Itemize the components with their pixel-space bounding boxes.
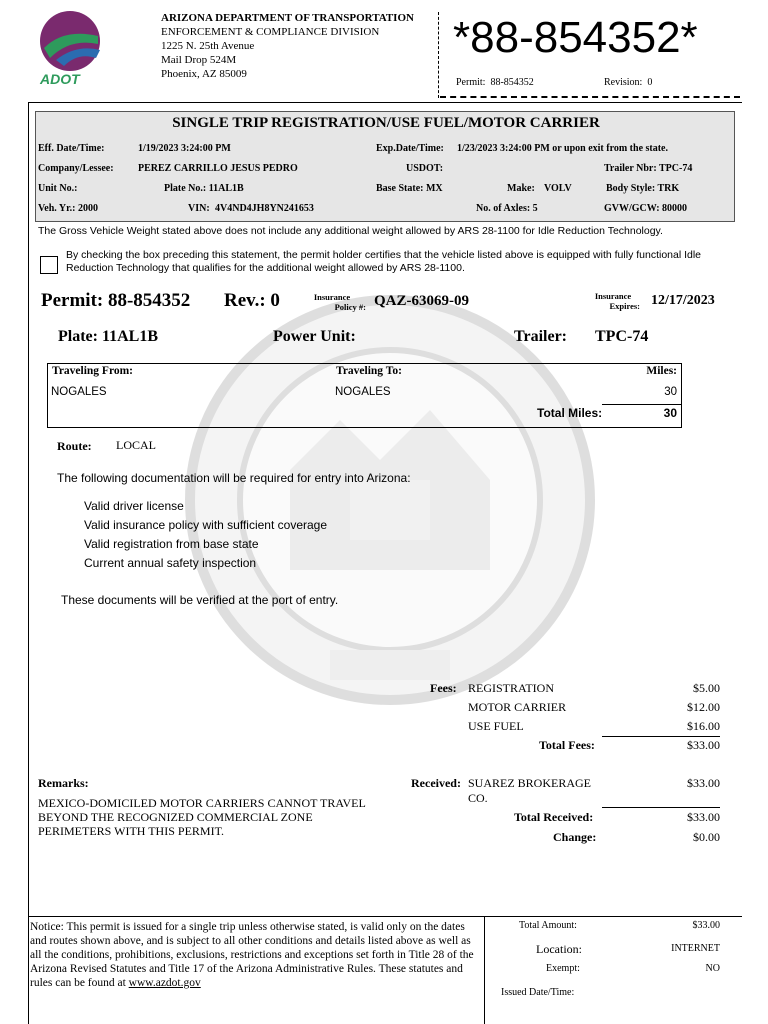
issued-datetime-label: Issued Date/Time: bbox=[501, 987, 575, 998]
exp-date-label: Exp.Date/Time: bbox=[376, 143, 444, 154]
eff-date-value: 1/19/2023 3:24:00 PM bbox=[138, 143, 231, 154]
insurance-policy-label bbox=[298, 292, 366, 312]
notice-divider bbox=[28, 916, 742, 917]
vehicle-year: Veh. Yr.: 2000 bbox=[38, 203, 99, 214]
total-received-value: $33.00 bbox=[687, 810, 720, 824]
received-from-line-1: SUAREZ BROKERAGE bbox=[468, 776, 592, 790]
remarks-text: MEXICO-DOMICILED MOTOR CARRIERS CANNOT TRAVEL BEYOND THE RECOGNIZED COMMERCIAL ZONE PERIMETERS WITH THIS PERMIT. bbox=[38, 796, 366, 838]
traveling-from-label: Traveling From: bbox=[52, 365, 134, 377]
exp-date-value: 1/23/2023 3:24:00 PM or upon exit from the state. bbox=[457, 143, 668, 154]
header-revision-label: Revision: bbox=[604, 77, 643, 88]
permit-number: Permit: 88-854352 bbox=[41, 290, 191, 311]
total-fees-value: $33.00 bbox=[687, 738, 720, 752]
plate-heading: Plate: 11AL1B bbox=[58, 328, 158, 345]
insurance-expires-value: 12/17/2023 bbox=[651, 293, 715, 308]
power-unit-label: Power Unit: bbox=[273, 328, 356, 345]
agency-name: ARIZONA DEPARTMENT OF TRANSPORTATION bbox=[161, 12, 414, 24]
base-state: Base State: MX bbox=[376, 183, 443, 194]
notice-summary-divider bbox=[484, 916, 485, 1024]
received-label: Received: bbox=[411, 776, 461, 790]
idle-reduction-checkbox[interactable] bbox=[40, 256, 58, 274]
insurance-expires-label-1: Insurance bbox=[594, 291, 632, 301]
location-label: Location: bbox=[536, 942, 582, 956]
location-value: INTERNET bbox=[671, 943, 720, 954]
insurance-policy-label-2: Policy #: bbox=[334, 302, 366, 312]
received-from-line-2: CO. bbox=[468, 791, 488, 805]
traveling-to-value: NOGALES bbox=[335, 386, 391, 398]
total-fees-label: Total Fees: bbox=[539, 738, 595, 752]
header-permit-value: 88-854352 bbox=[490, 77, 534, 88]
insurance-policy-value: QAZ-63069-09 bbox=[374, 293, 469, 309]
documentation-intro: The following documentation will be required for entry into Arizona: bbox=[57, 471, 411, 485]
gvw-disclaimer: The Gross Vehicle Weight stated above does not include any additional weight allowed by ARS 28-1100 for Idle Reduction Technology. bbox=[38, 225, 663, 237]
revision-number: Rev.: 0 bbox=[224, 290, 280, 311]
remarks-label: Remarks: bbox=[38, 776, 89, 790]
total-miles-label: Total Miles: bbox=[537, 406, 603, 420]
traveling-from-value: NOGALES bbox=[51, 386, 107, 398]
adot-logo-text: ADOT bbox=[40, 71, 80, 87]
header-bottom-divider bbox=[440, 96, 740, 98]
traveling-to-label: Traveling To: bbox=[336, 365, 402, 377]
fee-item-amount: $16.00 bbox=[687, 719, 720, 733]
trailer-label: Trailer: bbox=[514, 328, 568, 345]
agency-address-block bbox=[161, 11, 414, 81]
vin-value: 4V4ND4JH8YN241653 bbox=[215, 203, 314, 214]
azdot-link[interactable]: www.azdot.gov bbox=[128, 977, 201, 989]
unit-no-label: Unit No.: bbox=[38, 183, 78, 194]
insurance-policy-label-1: Insurance bbox=[313, 292, 351, 302]
make-value: VOLV bbox=[544, 183, 572, 194]
address-line-1: 1225 N. 25th Avenue bbox=[161, 40, 255, 52]
body-style: Body Style: TRK bbox=[606, 183, 680, 194]
total-amount-label: Total Amount: bbox=[519, 920, 577, 931]
doc-item: Valid registration from base state bbox=[84, 537, 259, 551]
received-amount: $33.00 bbox=[687, 776, 720, 790]
route-label: Route: bbox=[57, 439, 92, 453]
permit-notice bbox=[30, 920, 482, 990]
trailer-number: Trailer Nbr: TPC-74 bbox=[604, 163, 693, 174]
header-permit bbox=[456, 77, 534, 88]
total-miles-value: 30 bbox=[663, 406, 677, 420]
documents-verified-note: These documents will be verified at the port of entry. bbox=[61, 593, 339, 607]
address-line-3: Phoenix, AZ 85009 bbox=[161, 68, 247, 80]
fee-item-amount: $5.00 bbox=[693, 681, 720, 695]
axle-count: No. of Axles: 5 bbox=[476, 203, 538, 214]
header-permit-label: Permit: bbox=[456, 77, 486, 88]
doc-item: Valid insurance policy with sufficient coverage bbox=[84, 518, 328, 532]
change-value: $0.00 bbox=[693, 830, 720, 844]
route-value: LOCAL bbox=[116, 438, 156, 452]
vin-label: VIN: bbox=[188, 203, 210, 214]
fee-item-amount: $12.00 bbox=[687, 700, 720, 714]
received-total-divider bbox=[602, 807, 720, 808]
exempt-label: Exempt: bbox=[546, 963, 580, 974]
total-received-label: Total Received: bbox=[514, 810, 594, 824]
trailer-value: TPC-74 bbox=[595, 328, 649, 345]
exempt-value: NO bbox=[705, 963, 720, 974]
doc-item: Current annual safety inspection bbox=[84, 556, 257, 570]
company-value: PEREZ CARRILLO JESUS PEDRO bbox=[138, 163, 298, 174]
division-name: ENFORCEMENT & COMPLIANCE DIVISION bbox=[161, 26, 380, 38]
eff-date-label: Eff. Date/Time: bbox=[38, 143, 105, 154]
fees-total-divider bbox=[602, 736, 720, 737]
miles-label: Miles: bbox=[646, 365, 677, 377]
barcode-number: *88-854352* bbox=[453, 13, 698, 62]
fee-item-name: USE FUEL bbox=[468, 719, 524, 733]
change-label: Change: bbox=[553, 830, 597, 844]
miles-value: 30 bbox=[664, 386, 677, 398]
miles-divider bbox=[602, 404, 682, 405]
make-label: Make: bbox=[507, 183, 535, 194]
notice-text: Notice: This permit is issued for a single trip unless otherwise stated, is valid only on the dates and routes shown above, and is subject to all other conditions and details listed above as well as all the conditions, prohibitions, exclusions, restrictions and exceptions set forth in Title 28 of the Arizona Revised Statutes and Title 17 of the Arizona Administrative Rules. These statutes and rules can be found at bbox=[30, 921, 474, 989]
permit-type-title: SINGLE TRIP REGISTRATION/USE FUEL/MOTOR CARRIER bbox=[172, 115, 600, 131]
header-divider bbox=[438, 12, 439, 98]
vehicle-info-box bbox=[35, 111, 735, 222]
header-revision bbox=[604, 77, 652, 88]
idle-reduction-statement: By checking the box preceding this statement, the permit holder certifies that the vehicle listed above is equipped with fully functional Idle Reduction Technology that qualifies for the additional weight allowed by ARS 28-1100. bbox=[66, 249, 702, 274]
insurance-expires-label bbox=[586, 291, 640, 311]
fee-item-name: MOTOR CARRIER bbox=[468, 700, 567, 714]
insurance-expires-label-2: Expires: bbox=[609, 301, 640, 311]
fees-label: Fees: bbox=[430, 681, 457, 695]
travel-table bbox=[47, 363, 682, 428]
header-revision-value: 0 bbox=[647, 77, 653, 88]
address-line-2: Mail Drop 524M bbox=[161, 54, 237, 66]
adot-logo bbox=[36, 10, 112, 88]
company-label: Company/Lessee: bbox=[38, 163, 114, 174]
fee-item-name: REGISTRATION bbox=[468, 681, 554, 695]
usdot-label: USDOT: bbox=[406, 163, 444, 174]
plate-number: Plate No.: 11AL1B bbox=[164, 183, 244, 194]
doc-item: Valid driver license bbox=[84, 499, 184, 513]
gvw-gcw: GVW/GCW: 80000 bbox=[604, 203, 688, 214]
total-amount-value: $33.00 bbox=[692, 920, 720, 931]
